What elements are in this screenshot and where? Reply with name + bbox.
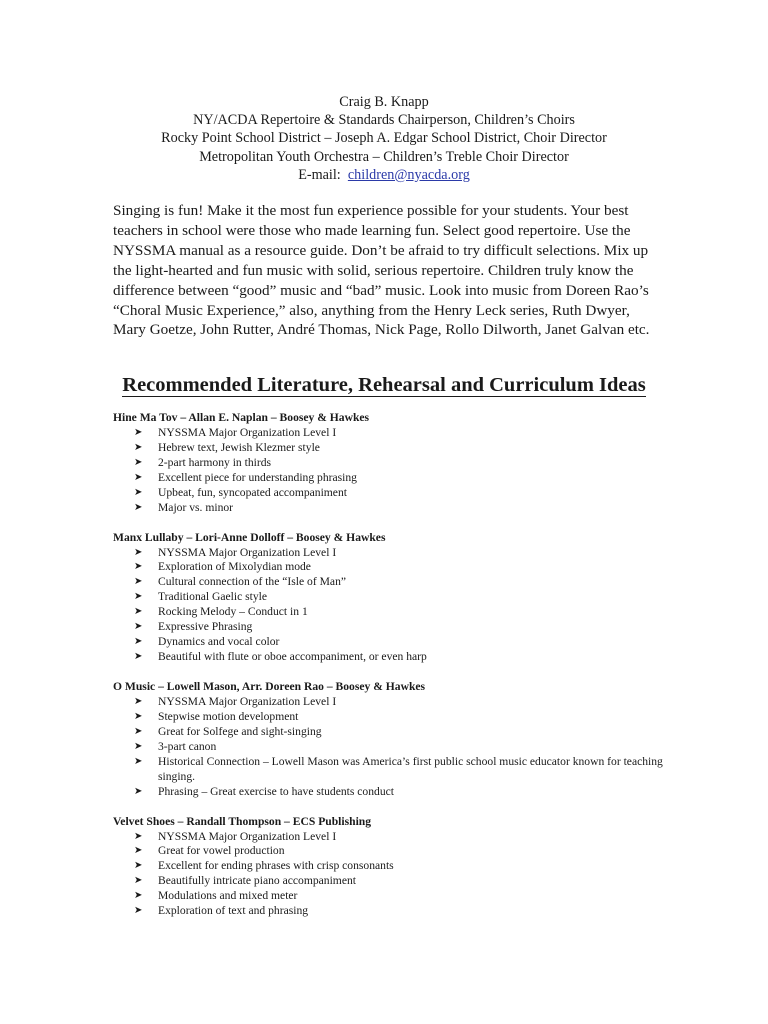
- bullet-text: Dynamics and vocal color: [158, 635, 280, 649]
- email-link[interactable]: children@nyacda.org: [347, 166, 470, 183]
- arrowhead-bullet-icon: ➤: [134, 486, 143, 498]
- bullet-text: Stepwise motion development: [158, 709, 299, 723]
- section-title-text: Recommended Literature, Rehearsal and Curriculum Ideas: [122, 374, 646, 396]
- bullet-item: [113, 740, 663, 755]
- arrowhead-bullet-icon: ➤: [134, 591, 143, 603]
- arrowhead-bullet-icon: ➤: [134, 725, 143, 737]
- arrowhead-bullet-icon: ➤: [134, 830, 143, 842]
- literature-entry: [113, 531, 663, 666]
- bullet-item: [113, 620, 663, 635]
- bullet-text: Expressive Phrasing: [158, 620, 253, 634]
- arrowhead-bullet-icon: ➤: [134, 755, 143, 767]
- bullet-text: Excellent piece for understanding phrasing: [158, 470, 357, 484]
- bullet-text: 2-part harmony in thirds: [158, 455, 272, 469]
- entry-title: O Music – Lowell Mason, Arr. Doreen Rao – Boosey & Hawkes: [113, 680, 426, 694]
- bullet-item: [113, 635, 663, 650]
- bullet-item: [113, 486, 663, 501]
- bullet-text: 3-part canon: [158, 739, 217, 753]
- bullet-item: [113, 710, 663, 725]
- arrowhead-bullet-icon: ➤: [134, 785, 143, 797]
- bullet-text: Great for Solfege and sight-singing: [158, 724, 322, 738]
- bullet-item: [113, 575, 663, 590]
- literature-entry: [113, 680, 663, 800]
- entry-bullet-list: [113, 546, 663, 666]
- intro-paragraph: [113, 201, 661, 340]
- bullet-item: [113, 904, 663, 919]
- literature-entry: [113, 411, 663, 516]
- bullet-item: [113, 650, 663, 665]
- arrowhead-bullet-icon: ➤: [134, 651, 143, 663]
- intro-text: Singing is fun! Make it the most fun experience possible for your students. Your best teachers in school were those who made learning fun. Select good repertoire. Use the NYSSMA manual as a resource guide. Don’t be afraid to try difficult selections. Mix up the light-hearted and fun music with solid, serious repertoire. Children truly know the difference between “good” music and “bad” music. Look into music from Doreen Rao’s “Choral Music Experience,” also, anything from the Henry Leck series, Ruth Dwyer, Mary Goetze, John Rutter, André Thomas, Nick Page, Rollo Dilworth, Janet Galvan etc.: [113, 202, 650, 339]
- bullet-item: [113, 725, 663, 740]
- bullet-item: [113, 501, 663, 516]
- arrowhead-bullet-icon: ➤: [134, 905, 143, 917]
- bullet-item: [113, 695, 663, 710]
- entry-bullet-list: [113, 426, 663, 516]
- literature-list: [113, 411, 663, 934]
- author-title-orchestra: Metropolitan Youth Orchestra – Children’s Treble Choir Director: [199, 148, 569, 165]
- entry-title: Velvet Shoes – Randall Thompson – ECS Publishing: [113, 814, 372, 828]
- bullet-item: [113, 471, 663, 486]
- arrowhead-bullet-icon: ➤: [134, 456, 143, 468]
- email-label: E-mail:: [298, 166, 341, 183]
- bullet-item: [113, 889, 663, 904]
- author-title-acda: NY/ACDA Repertoire & Standards Chairperson, Children’s Choirs: [193, 112, 575, 129]
- bullet-item: [113, 755, 663, 785]
- bullet-item: [113, 546, 663, 561]
- bullet-item: [113, 441, 663, 456]
- bullet-text: Modulations and mixed meter: [158, 889, 298, 903]
- section-title: [0, 372, 768, 398]
- bullet-text: Phrasing – Great exercise to have students conduct: [158, 784, 394, 798]
- bullet-text: Hebrew text, Jewish Klezmer style: [158, 440, 320, 454]
- email-line: [0, 166, 768, 184]
- bullet-item: [113, 456, 663, 471]
- arrowhead-bullet-icon: ➤: [134, 860, 143, 872]
- bullet-item: [113, 785, 663, 800]
- bullet-text: Beautiful with flute or oboe accompaniment, or even harp: [158, 650, 427, 664]
- author-name: Craig B. Knapp: [339, 94, 429, 110]
- bullet-item: [113, 590, 663, 605]
- arrowhead-bullet-icon: ➤: [134, 710, 143, 722]
- bullet-item: [113, 859, 663, 874]
- author-header: [0, 93, 768, 184]
- bullet-text: NYSSMA Major Organization Level I: [158, 425, 337, 439]
- bullet-text: Cultural connection of the “Isle of Man”: [158, 575, 347, 589]
- bullet-text: Traditional Gaelic style: [158, 590, 268, 604]
- bullet-item: [113, 560, 663, 575]
- arrowhead-bullet-icon: ➤: [134, 740, 143, 752]
- bullet-item: [113, 605, 663, 620]
- arrowhead-bullet-icon: ➤: [134, 890, 143, 902]
- arrowhead-bullet-icon: ➤: [134, 576, 143, 588]
- author-title-school: Rocky Point School District – Joseph A. Edgar School District, Choir Director: [161, 130, 607, 147]
- entry-title: Manx Lullaby – Lori-Anne Dolloff – Boosey & Hawkes: [113, 530, 386, 544]
- arrowhead-bullet-icon: ➤: [134, 471, 143, 483]
- bullet-item: [113, 844, 663, 859]
- entry-bullet-list: [113, 695, 663, 800]
- entry-title: Hine Ma Tov – Allan E. Naplan – Boosey & Hawkes: [113, 411, 370, 424]
- entry-bullet-list: [113, 830, 663, 920]
- arrowhead-bullet-icon: ➤: [134, 636, 143, 648]
- bullet-text: NYSSMA Major Organization Level I: [158, 545, 337, 559]
- bullet-text: NYSSMA Major Organization Level I: [158, 694, 337, 708]
- arrowhead-bullet-icon: ➤: [134, 621, 143, 633]
- literature-entry: [113, 815, 663, 920]
- arrowhead-bullet-icon: ➤: [134, 695, 143, 707]
- arrowhead-bullet-icon: ➤: [134, 426, 143, 438]
- arrowhead-bullet-icon: ➤: [134, 441, 143, 453]
- bullet-text: NYSSMA Major Organization Level I: [158, 829, 337, 843]
- arrowhead-bullet-icon: ➤: [134, 501, 143, 513]
- arrowhead-bullet-icon: ➤: [134, 875, 143, 887]
- bullet-text: Exploration of Mixolydian mode: [158, 560, 311, 574]
- arrowhead-bullet-icon: ➤: [134, 845, 143, 857]
- bullet-text: Rocking Melody – Conduct in 1: [158, 605, 308, 619]
- bullet-item: [113, 874, 663, 889]
- arrowhead-bullet-icon: ➤: [134, 546, 143, 558]
- bullet-text: Major vs. minor: [158, 500, 234, 514]
- bullet-text: Great for vowel production: [158, 844, 285, 858]
- bullet-text: Historical Connection – Lowell Mason was America’s first public school music educator known for teaching singing.: [158, 754, 663, 783]
- arrowhead-bullet-icon: ➤: [134, 606, 143, 618]
- bullet-item: [113, 426, 663, 441]
- arrowhead-bullet-icon: ➤: [134, 561, 143, 573]
- bullet-text: Exploration of text and phrasing: [158, 904, 309, 918]
- bullet-text: Beautifully intricate piano accompaniment: [158, 874, 356, 888]
- bullet-item: [113, 830, 663, 845]
- bullet-text: Excellent for ending phrases with crisp consonants: [158, 859, 394, 873]
- bullet-text: Upbeat, fun, syncopated accompaniment: [158, 485, 347, 499]
